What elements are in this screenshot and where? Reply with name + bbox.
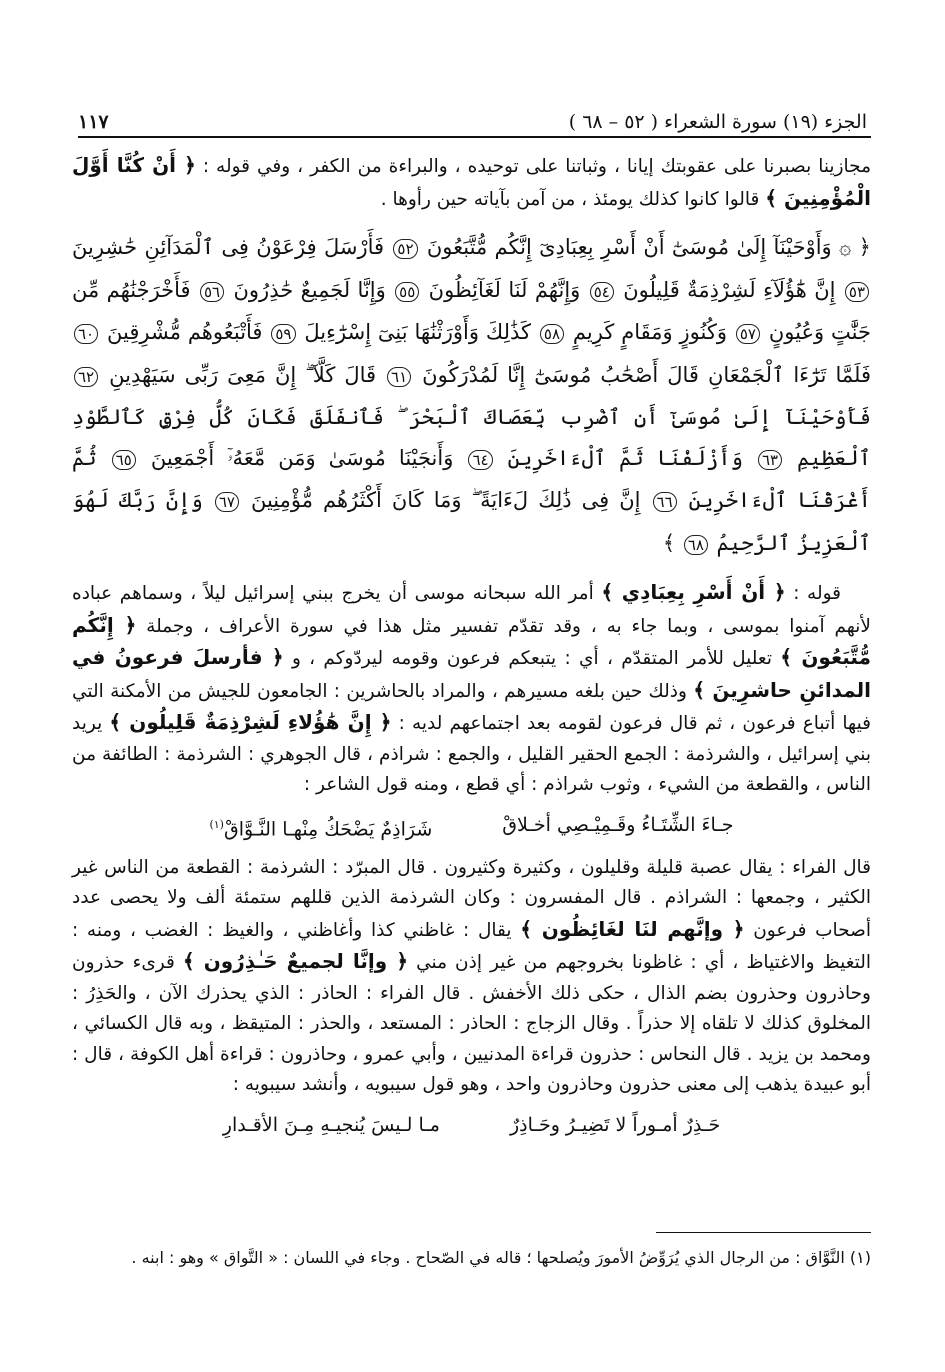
verse-number-marker: ٥٦: [200, 282, 224, 302]
poem-hemistich-second: مـا لـيسَ يُنجيـهِ مِـنَ الأقـدارِ: [222, 1113, 440, 1136]
verse-text: وَإِنَّ رَبَّكَ لَهُوَ ٱلْعَزِيزُ ٱلرَّحِيمُ: [72, 488, 871, 555]
verse-text: قَالَ كَلَّآ ۖ إِنَّ مَعِىَ رَبِّى سَيَهْدِينِ: [100, 362, 377, 387]
verse-text: وَإِنَّهُمْ لَنَا لَغَآئِظُونَ: [421, 277, 581, 302]
verse-number-marker: ٥٤: [590, 282, 614, 302]
verse-number-marker: ٥٨: [540, 324, 564, 344]
verse-number-marker: ٥٢: [393, 239, 417, 259]
verse-number-marker: ٦٣: [758, 450, 782, 470]
quoted-verse: ﴿ وإنَّا لجميعٌ حَـٰذِرُون ﴾: [182, 949, 409, 974]
header-title: الجزء (١٩) سورة الشعراء ( ٥٢ – ٦٨ ): [568, 111, 867, 133]
running-header: [78, 103, 867, 133]
verse-text: إِنَّ هَٰٓؤُلَآءِ لَشِرْذِمَةٌ قَلِيلُونَ: [615, 277, 836, 302]
verse-text: فَأَتْبَعُوهُم مُّشْرِقِينَ: [100, 320, 263, 344]
page-number: ١١٧: [78, 111, 109, 133]
quoted-verse: ﴿ أَنْ أَسْرِ بِعِبَادِي ﴾: [601, 580, 786, 604]
quoted-verse: ﴿ إِنَّ هَٰؤُلاءِ لَشِرْذِمَةٌ قَلِيلُون ﴾: [109, 710, 392, 734]
verse-text: فَأَرْسَلَ فِرْعَوْنُ فِى ٱلْمَدَآئِنِ حَٰشِرِينَ: [72, 235, 385, 259]
intro-quote: ﴿ أَنْ كُنَّا أَوَّلَ الْمُؤْمِنِينَ ﴾: [72, 153, 871, 210]
commentary-text: تعليل للأمر المتقدّم ، أي : يتبعكم فرعون وقومه ليردّوكم ، و: [291, 648, 772, 669]
poem-verse-2: [72, 1105, 871, 1145]
verse-number-marker: ٥٥: [395, 282, 419, 302]
verse-text: وَأَزْلَفْنَا ثَمَّ ٱلْءَاخَرِينَ: [494, 445, 743, 470]
header-rule: [78, 136, 871, 138]
intro-paragraph: [72, 150, 871, 215]
quoted-verse: ﴿ إِنَّكُم مُّتَّبَعُونَ ﴾: [72, 612, 871, 669]
verse-text: وَكُنُوزٍ وَمَقَامٍ كَرِيمٍ: [566, 320, 727, 344]
quran-passage: [72, 227, 871, 565]
verse-text: إِنَّ فِى ذَٰلِكَ لَءَايَةً ۖ وَمَا كَانَ أَكْثَرُهُم مُّؤْمِنِينَ: [240, 488, 641, 512]
commentary-text: أمر الله سبحانه موسى أن يخرج ببني إسرائيل ليلاً ، وسماهم عباده لأنهم آمنوا بموسى ، وبما جاء به ، وقد تقدّم تفسير مثل هذا في سورة الأعراف ، وجملة: [72, 583, 871, 637]
poem-hemistich-first: حَـذِرٌ أمـوراً لا تَضِيـرُ وحَـاذِرٌ: [509, 1113, 721, 1136]
verse-text: وَأَنجَيْنَا مُوسَىٰ وَمَن مَّعَهُۥٓ أَجْمَعِينَ: [137, 445, 454, 470]
verse-number-marker: ٦٥: [112, 450, 136, 470]
footnote-reference: (١): [209, 817, 224, 831]
verse-number-marker: ٦١: [387, 367, 411, 387]
footnote-rule: [656, 1232, 871, 1233]
poem-verse-1: [72, 805, 871, 849]
verse-number-marker: ٦٨: [684, 535, 708, 555]
verse-text: ثُمَّ أَغْرَقْنَا ٱلْءَاخَرِينَ: [72, 445, 871, 512]
verse-text: فَلَمَّا تَرَٰٓءَا ٱلْجَمْعَانِ قَالَ أَصْحَٰبُ مُوسَىٰٓ إِنَّا لَمُدْرَكُونَ: [413, 362, 871, 387]
verse-number-marker: ٦٠: [74, 324, 98, 344]
poem-hemistich-first: جـاءَ الشِّتَـاءُ وقَـمِيْـصِي أخـلاقْ: [502, 813, 734, 836]
poem-hemistich-text: شَرَاذِمٌ يَضْحَكُ مِنْهـا النَّـوَّاقْ: [223, 817, 433, 840]
verse-number-marker: ٥٧: [736, 324, 760, 344]
poem-hemistich-second: [209, 805, 432, 849]
commentary-text: يريد بني إسرائيل ، والشرذمة : الجمع الحقير القليل ، والجمع : شراذم ، قال الجوهري : الشرذمة : الطائفة من الناس ، والقطعة من الشيء ، وثوب شراذم : أي قطع ، ومنه قول الشاعر :: [72, 713, 871, 795]
verse-number-marker: ٦٧: [215, 492, 239, 512]
verse-number-marker: ٦٦: [653, 492, 677, 512]
verse-number-marker: ٥٩: [271, 324, 295, 344]
footnote: (١) النَّوَّاق : من الرجال الذي يُرَوِّضُ الأمورَ ويُصلحها ؛ قاله في الصّحاح . وجاء في اللسان : « التَّواق » وهو : ابنه .: [131, 1248, 871, 1267]
verse-text: كَذَٰلِكَ وَأَوْرَثْنَٰهَا بَنِىٓ إِسْرَٰٓءِيلَ: [297, 320, 532, 344]
quoted-verse: ﴿ فأرسلَ فرعونُ في المدائنِ حاشرِينَ ﴾: [72, 645, 872, 702]
closing-bracket: ﴾: [662, 530, 676, 555]
commentary-text: قوله :: [793, 583, 841, 604]
intro-text-2: قالوا كانوا كذلك يومئذ ، من آمن بآياته حين رأوها .: [380, 188, 760, 210]
commentary-text: قال الفراء : يقال عصبة قليلة وقليلون ، وكثيرة وكثيرون . قال المبرّد : الشرذمة : القطعة من الناس غير الكثير ، وجمعها : الشراذم . قال المفسرون : وكان الشرذمة الذين قللهم ستمئة ألف ولا يحصى عدد أصحاب فرعون: [72, 856, 871, 941]
quoted-verse: ﴿ وإنَّهم لنَا لغَائِظُون ﴾: [520, 916, 745, 941]
commentary-text: قرىء حذرون وحاذرون وحذرون بضم الذال ، حكى ذلك الأخفش . قال الفراء : الحاذر : الذي يحذرك الآن ، والحَذِرُ : المخلوق كذلك لا تلقاه إلا حذراً . وقال الزجاج : الحاذر : المستعد ، والحذر : المتيقظ ، وبه قال الكسائي ، ومحمد بن يزيد . قال النحاس : حذرون قراءة المدنيين ، وأبي عمرو ، وحاذرون : قراءة أهل الكوفة ، قال : أبو عبيدة يذهب إلى معنى حذرون وحاذرون واحد ، وهو قول سيبويه ، وأنشد سيبويه :: [72, 952, 871, 1096]
verse-text: وَإِنَّا لَجَمِيعٌ حَٰذِرُونَ: [226, 277, 386, 302]
intro-text-1: مجازينا بصبرنا على عقوبتك إيانا ، وثباتنا على توحيده ، والبراءة من الكفر ، وفي قوله :: [202, 156, 872, 177]
commentary-paragraph-1: [72, 577, 871, 801]
verse-text: ﴿ ۞ وَأَوْحَيْنَآ إِلَىٰ مُوسَىٰٓ أَنْ أَسْرِ بِعِبَادِىٓ إِنَّكُم مُّتَّبَعُونَ: [419, 235, 871, 259]
commentary-text: وذلك حين بلغه مسيرهم ، والمراد بالحاشرين : الجامعون للجيش من الأمكنة التي فيها أتباع فرعون ، ثم قال فرعون لقومه بعد اجتماعهم لديه :: [72, 680, 871, 734]
verse-number-marker: ٦٢: [74, 367, 98, 387]
page-body: [72, 150, 871, 1149]
commentary-text: يقال : غاظني كذا وأغاظني ، والغيظ : الغضب ، ومنه : التغيظ والاغتياظ ، أي : غاظونا بخروجهم من غير إذن مني: [72, 919, 871, 974]
verse-number-marker: ٥٣: [845, 282, 869, 302]
verse-text: فَأَخْرَجْنَٰهُم مِّن جَنَّٰتٍ وَعُيُونٍ: [72, 277, 871, 344]
verse-number-marker: ٦٤: [468, 450, 492, 470]
commentary-paragraph-2: [72, 853, 871, 1101]
verse-text: فَأَوْحَيْنَآ إِلَىٰ مُوسَىٰٓ أَنِ ٱضْرِب بِّعَصَاكَ ٱلْبَحْرَ ۖ فَٱنفَلَقَ فَكَانَ كُلُّ فِرْقٍ كَٱلطَّوْدِ ٱلْعَظِيمِ: [72, 405, 871, 470]
